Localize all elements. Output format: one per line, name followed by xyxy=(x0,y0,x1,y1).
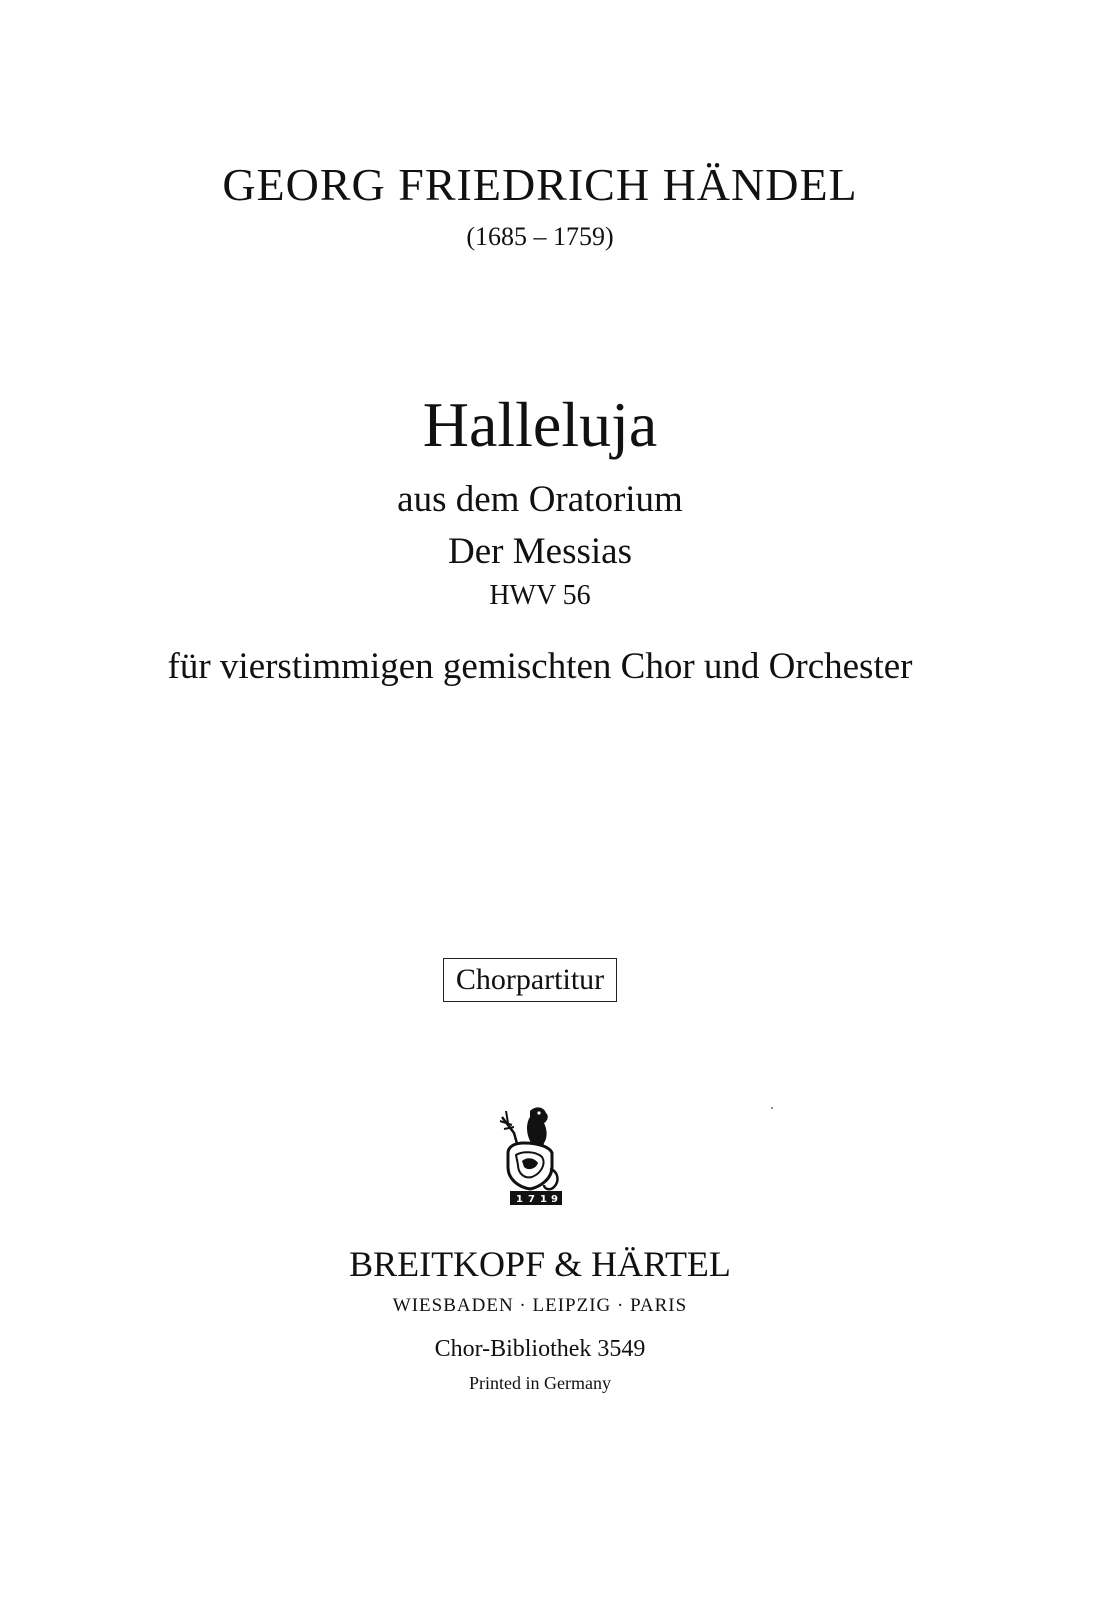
edition-type-box: Chorpartitur xyxy=(443,958,617,1002)
scan-speck xyxy=(771,1107,773,1109)
subtitle-line-1: aus dem Oratorium xyxy=(397,479,683,520)
publisher-name: BREITKOPF & HÄRTEL xyxy=(349,1244,731,1284)
logo-year-digit: 1 xyxy=(540,1194,547,1205)
logo-year-digit: 1 xyxy=(516,1194,523,1205)
publisher-cities: WIESBADEN · LEIPZIG · PARIS xyxy=(392,1295,688,1316)
logo-year-digit: 7 xyxy=(528,1194,535,1205)
logo-year-digit: 9 xyxy=(551,1194,558,1205)
series-number: Chor-Bibliothek 3549 xyxy=(434,1336,646,1362)
subtitle-line-2: Der Messias xyxy=(448,531,632,572)
work-title: Halleluja xyxy=(422,389,658,460)
composer-name: GEORG FRIEDRICH HÄNDEL xyxy=(222,159,858,210)
printed-in-note: Printed in Germany xyxy=(469,1373,611,1393)
scoring-description: für vierstimmigen gemischten Chor und Orchester xyxy=(167,646,913,687)
bear-with-lyre-icon xyxy=(492,1103,564,1209)
catalog-number: HWV 56 xyxy=(489,580,591,611)
composer-dates: (1685 – 1759) xyxy=(466,222,614,251)
